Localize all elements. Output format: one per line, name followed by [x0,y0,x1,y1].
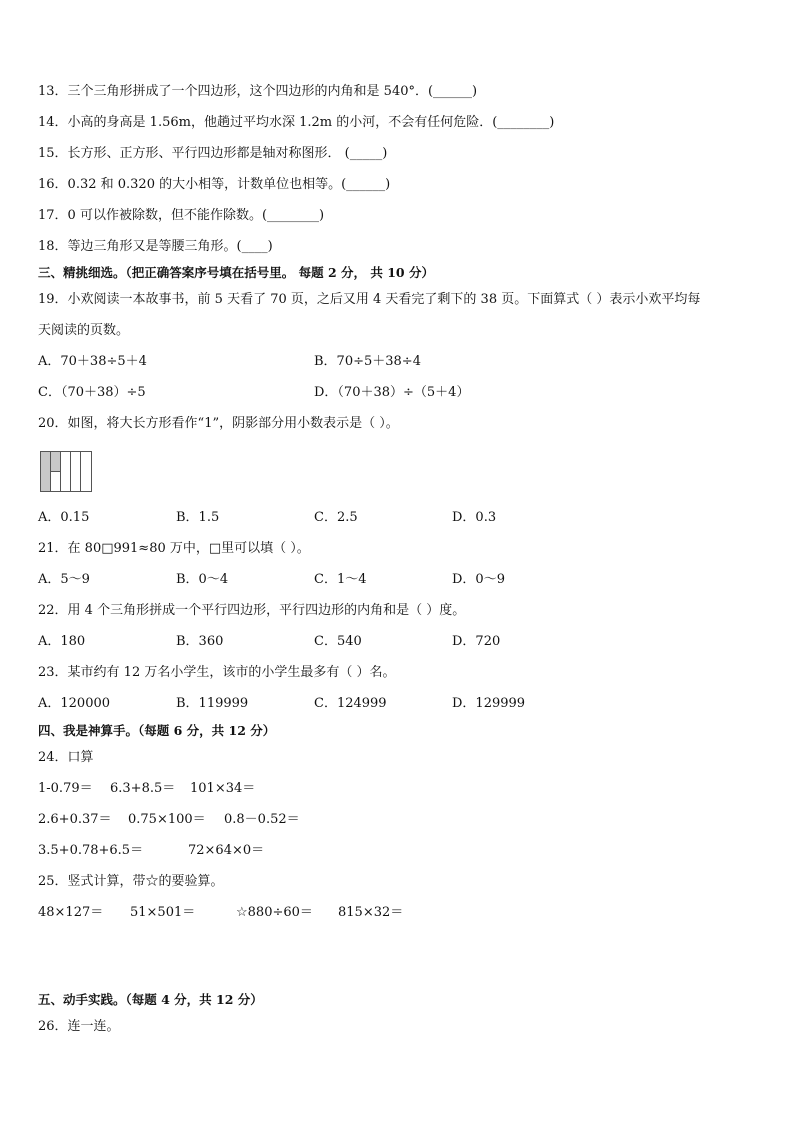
question-21-stem: 21．在 80□991≈80 万中，□里可以填（ ）。 [38,541,310,556]
question-19-stem-cont: 天阅读的页数。 [38,323,130,338]
question-20-option-b: B．1.5 [176,510,220,525]
question-26: 26．连一连。 [38,1019,120,1034]
mental-calc-item: 101×34＝ [190,781,256,796]
question-19-stem: 19．小欢阅读一本故事书，前 5 天看了 70 页，之后又用 4 天看完了剩下的 38 页。下面算式（ ）表示小欢平均每 [38,292,701,307]
question-22-option-a: A．180 [38,634,86,649]
section-4-heading: 四、我是神算手。（每题 6 分，共 12 分） [38,723,276,738]
question-20-option-d: D．0.3 [452,510,497,525]
question-22-option-b: B．360 [176,634,224,649]
mental-calc-item: 0.75×100＝ [128,812,206,827]
question-22-stem: 22．用 4 个三角形拼成一个平行四边形，平行四边形的内角和是（ ）度。 [38,603,466,618]
question-17: 17．0 可以作被除数，但不能作除数。(________) [38,208,325,223]
rectangle-figure [40,451,92,492]
question-15: 15．长方形、正方形、平行四边形都是轴对称图形． (_____) [38,146,388,161]
column-divider [41,452,51,491]
vertical-calc-item: ☆880÷60＝ [236,905,313,920]
question-25-title: 25．竖式计算，带☆的要验算。 [38,874,224,889]
mental-calc-item: 6.3+8.5＝ [110,781,176,796]
question-16: 16．0.32 和 0.320 的大小相等，计数单位也相等。(______) [38,177,391,192]
column-divider [71,452,81,491]
question-20-option-a: A．0.15 [38,510,90,525]
question-23-option-b: B．119999 [176,696,249,711]
question-14: 14．小高的身高是 1.56m，他趟过平均水深 1.2m 的小河，不会有任何危险．(________) [38,115,555,130]
column-divider [51,452,61,491]
section-3-heading: 三、精挑细选。（把正确答案序号填在括号里。 每题 2 分， 共 10 分） [38,265,434,280]
mental-calc-item: 72×64×0＝ [188,843,265,858]
question-19-option-a: A．70＋38÷5＋4 [38,354,147,369]
question-19-option-c: C．（70＋38）÷5 [38,385,146,400]
question-24-title: 24．口算 [38,750,94,765]
question-22-option-d: D．720 [452,634,501,649]
question-21-option-b: B．0～4 [176,572,229,587]
question-21-option-d: D．0～9 [452,572,505,587]
vertical-calc-item: 48×127＝ [38,905,104,920]
question-20-stem: 20．如图，将大长方形看作“1”，阴影部分用小数表示是（ ）。 [38,416,399,431]
vertical-calc-item: 51×501＝ [130,905,196,920]
column-divider [61,452,71,491]
mental-calc-item: 2.6+0.37＝ [38,812,112,827]
question-19-option-b: B．70÷5＋38÷4 [314,354,421,369]
mental-calc-item: 3.5+0.78+6.5＝ [38,843,144,858]
question-20-option-c: C．2.5 [314,510,358,525]
question-21-option-a: A．5～9 [38,572,90,587]
question-23-option-c: C．124999 [314,696,387,711]
question-23-stem: 23．某市约有 12 万名小学生，该市的小学生最多有（ ）名。 [38,665,396,680]
vertical-calc-item: 815×32＝ [338,905,404,920]
question-23-option-a: A．120000 [38,696,111,711]
mental-calc-item: 1-0.79＝ [38,781,93,796]
question-21-option-c: C．1～4 [314,572,367,587]
question-19-option-d: D．（70＋38）÷（5＋4） [314,385,470,400]
mental-calc-item: 0.8－0.52＝ [224,812,300,827]
question-23-option-d: D．129999 [452,696,526,711]
section-5-heading: 五、动手实践。（每题 4 分，共 12 分） [38,992,263,1007]
question-13: 13．三个三角形拼成了一个四边形，这个四边形的内角和是 540°．(______) [38,84,478,99]
question-22-option-c: C．540 [314,634,362,649]
question-18: 18．等边三角形又是等腰三角形。(____) [38,239,273,254]
